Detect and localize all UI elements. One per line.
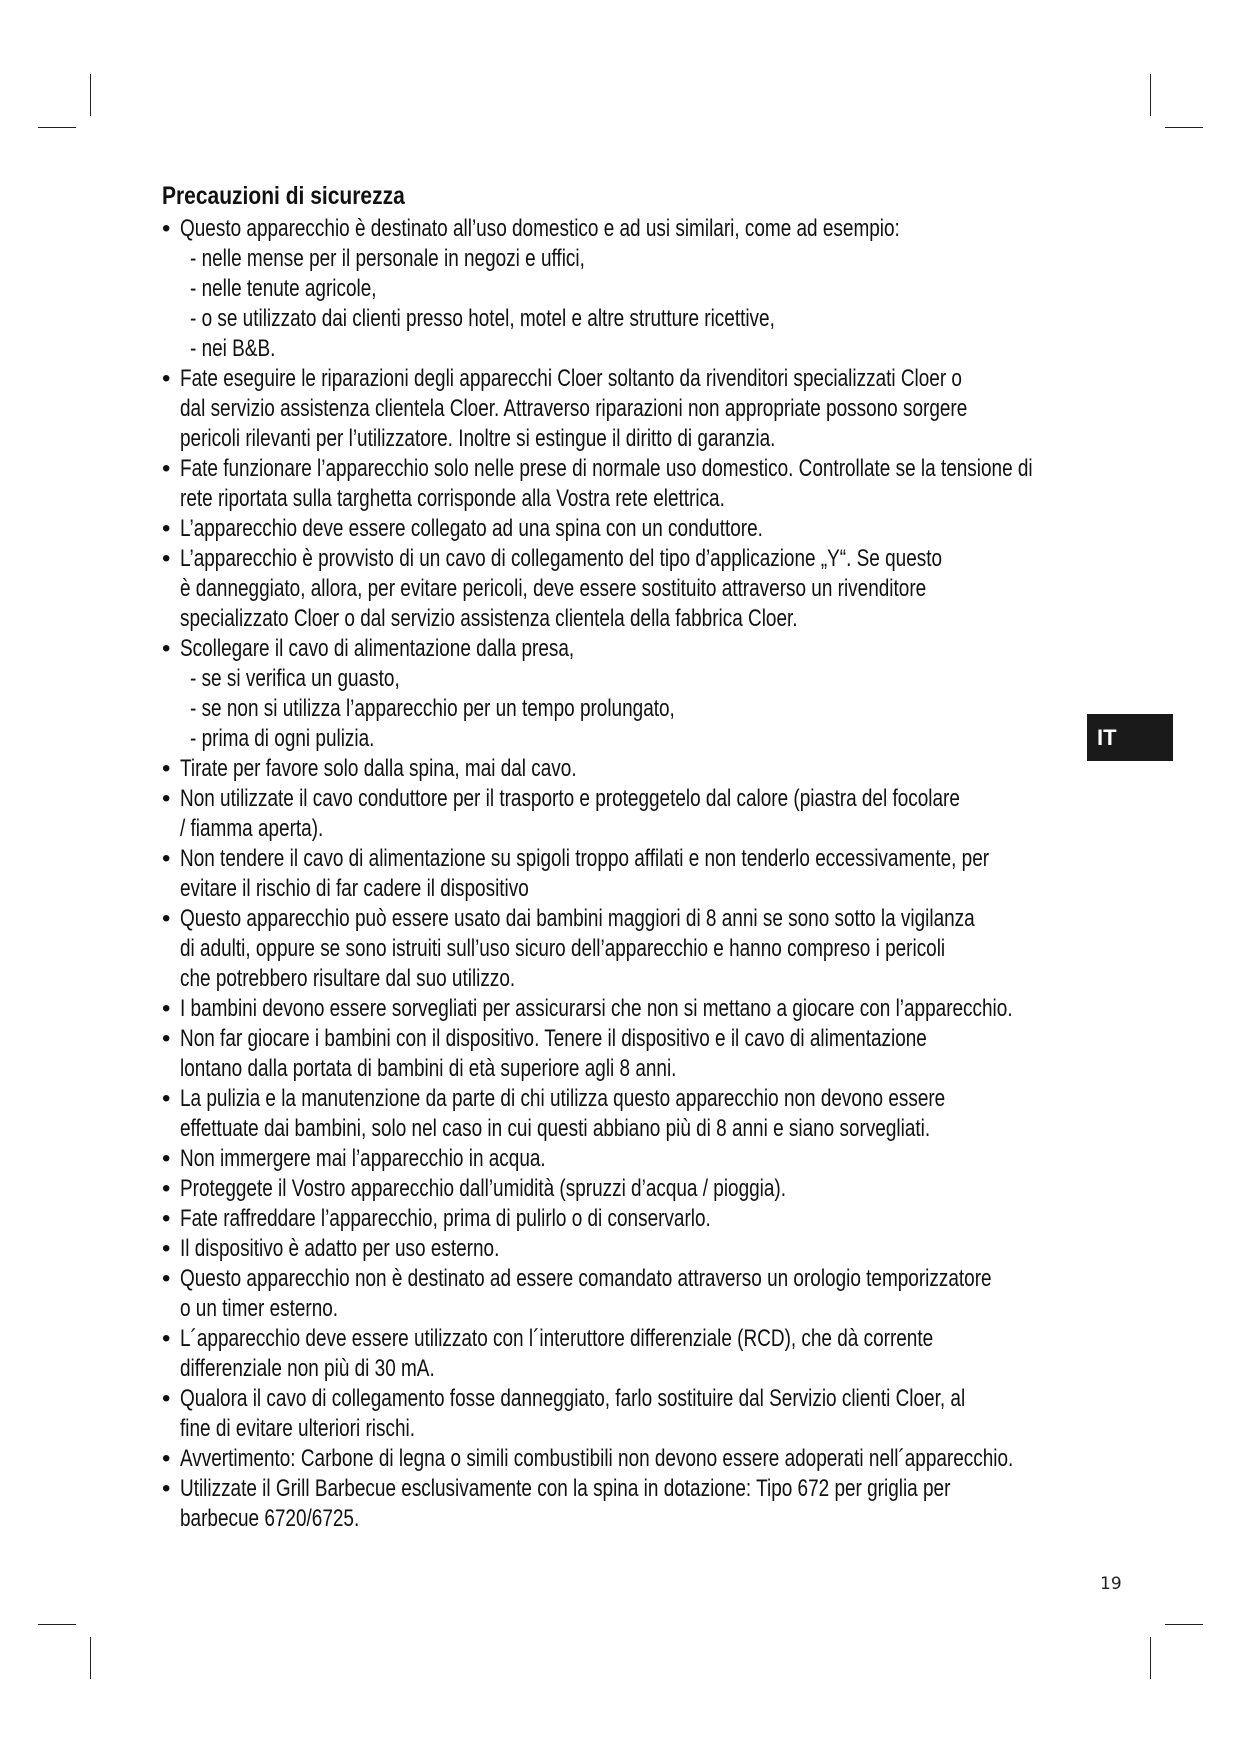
list-item [162,634,1102,754]
bullet-icon: • [162,905,171,932]
list-item-text: Tirate per favore solo dalla spina, mai dal cavo. [180,755,577,782]
crop-mark [38,127,76,128]
list-item-text: Questo apparecchio può essere usato dai bambini maggiori di 8 anni se sono sotto la vigilanza [180,905,975,932]
crop-mark [1165,127,1203,128]
bullet-icon: • [162,1085,171,1112]
list-item-text: L’apparecchio deve essere collegato ad una spina con un conduttore. [180,515,763,542]
list-item [162,1324,1102,1384]
list-item-text: barbecue 6720/6725. [180,1505,360,1532]
sub-item-text: - prima di ogni pulizia. [190,725,375,752]
bullet-icon: • [162,1475,171,1502]
bullet-icon: • [162,995,171,1022]
list-item-text: I bambini devono essere sorvegliati per assicurarsi che non si mettano a giocare con l’apparecchio. [180,995,1013,1022]
bullet-icon: • [162,1025,171,1052]
list-item [162,454,1102,514]
bullet-icon: • [162,635,171,662]
list-item [162,1234,1102,1264]
crop-mark [1165,1624,1203,1625]
list-item-text: o un timer esterno. [180,1295,339,1322]
sub-item-text: - nei B&B. [190,335,276,362]
crop-mark [1150,74,1151,116]
crop-mark [38,1624,76,1625]
list-item-text: Utilizzate il Grill Barbecue esclusivamente con la spina in dotazione: Tipo 672 per griglia per [180,1475,951,1502]
list-item [162,544,1102,634]
sub-item-text: - nelle mense per il personale in negozi e uffici, [190,245,585,272]
list-item-text: che potrebbero risultare dal suo utilizzo. [180,965,516,992]
list-item-text: Fate raffreddare l’apparecchio, prima di pulirlo o di conservarlo. [180,1205,711,1232]
list-item [162,364,1102,454]
section-title: Precauzioni di sicurezza [162,182,405,210]
crop-mark [90,74,91,116]
list-item-text: Fate eseguire le riparazioni degli apparecchi Cloer soltanto da rivenditori specializzati Cloer o [180,365,962,392]
list-item-text: Scollegare il cavo di alimentazione dalla presa, [180,635,575,662]
bullet-icon: • [162,1205,171,1232]
bullet-icon: • [162,1325,171,1352]
bullet-icon: • [162,215,171,242]
bullet-icon: • [162,455,171,482]
bullet-icon: • [162,545,171,572]
sub-item-text: - nelle tenute agricole, [190,275,377,302]
list-item-text: Non tendere il cavo di alimentazione su spigoli troppo affilati e non tenderlo eccessivamente, per [180,845,990,872]
bullet-icon: • [162,1265,171,1292]
list-item-text: Non far giocare i bambini con il dispositivo. Tenere il dispositivo e il cavo di alimentazione [180,1025,927,1052]
crop-mark [1150,1637,1151,1679]
language-badge: IT [1087,714,1173,761]
bullet-icon: • [162,515,171,542]
list-item-text: rete riportata sulla targhetta corrisponde alla Vostra rete elettrica. [180,485,725,512]
list-item-text: L´apparecchio deve essere utilizzato con l´interuttore differenziale (RCD), che dà corrente [180,1325,934,1352]
sub-item-text: - o se utilizzato dai clienti presso hotel, motel e altre strutture ricettive, [190,305,775,332]
list-item [162,1204,1102,1234]
list-item [162,1084,1102,1144]
list-item-text: è danneggiato, allora, per evitare pericoli, deve essere sostituito attraverso un rivenditore [180,575,927,602]
list-item-text: Non utilizzate il cavo conduttore per il trasporto e proteggetelo dal calore (piastra del focolare [180,785,960,812]
list-item-text: La pulizia e la manutenzione da parte di chi utilizza questo apparecchio non devono essere [180,1085,946,1112]
list-item-text: Questo apparecchio è destinato all’uso domestico e ad usi similari, come ad esempio: [180,215,900,242]
bullet-icon: • [162,1175,171,1202]
list-item [162,1264,1102,1324]
list-item [162,1174,1102,1204]
list-item-text: Avvertimento: Carbone di legna o simili combustibili non devono essere adoperati nell´apparecchio. [180,1445,1014,1472]
list-item-text: Qualora il cavo di collegamento fosse danneggiato, farlo sostituire dal Servizio clienti Cloer, al [180,1385,966,1412]
list-item [162,1144,1102,1174]
bullet-icon: • [162,755,171,782]
list-item [162,844,1102,904]
bullet-icon: • [162,1385,171,1412]
list-item-text: specializzato Cloer o dal servizio assistenza clientela della fabbrica Cloer. [180,605,798,632]
list-item-text: Fate funzionare l’apparecchio solo nelle prese di normale uso domestico. Controllate se la tensione di [180,455,1033,482]
list-item [162,754,1102,784]
bullet-icon: • [162,1235,171,1262]
bullet-icon: • [162,365,171,392]
list-item [162,994,1102,1024]
sub-item-text: - se non si utilizza l’apparecchio per un tempo prolungato, [190,695,675,722]
list-item-text: Il dispositivo è adatto per uso esterno. [180,1235,500,1262]
page-number: 19 [1100,1574,1122,1594]
safety-section [162,182,1102,1534]
bullet-icon: • [162,1445,171,1472]
list-item [162,1384,1102,1444]
list-item-text: pericoli rilevanti per l’utilizzatore. Inoltre si estingue il diritto di garanzia. [180,425,776,452]
list-item [162,1024,1102,1084]
list-item-text: lontano dalla portata di bambini di età superiore agli 8 anni. [180,1055,677,1082]
bullet-icon: • [162,785,171,812]
crop-mark [90,1637,91,1679]
list-item-text: evitare il rischio di far cadere il dispositivo [180,875,529,902]
list-item [162,214,1102,364]
bullet-icon: • [162,845,171,872]
list-item-text: effettuate dai bambini, solo nel caso in cui questi abbiano più di 8 anni e siano sorvegliati. [180,1115,931,1142]
list-item-text: Proteggete il Vostro apparecchio dall’umidità (spruzzi d’acqua / pioggia). [180,1175,787,1202]
list-item [162,1444,1102,1474]
list-item-text: L’apparecchio è provvisto di un cavo di collegamento del tipo d’applicazione „Y“. Se questo [180,545,943,572]
list-item [162,784,1102,844]
list-item-text: di adulti, oppure se sono istruiti sull’uso sicuro dell’apparecchio e hanno compreso i pericoli [180,935,946,962]
list-item-text: / fiamma aperta). [180,815,324,842]
sub-item-text: - se si verifica un guasto, [190,665,400,692]
list-item-text: dal servizio assistenza clientela Cloer. Attraverso riparazioni non appropriate possono sorgere [180,395,968,422]
list-item [162,1474,1102,1534]
list-item-text: fine di evitare ulteriori rischi. [180,1415,415,1442]
list-item [162,514,1102,544]
list-item-text: Non immergere mai l’apparecchio in acqua. [180,1145,546,1172]
list-item [162,904,1102,994]
list-item-text: differenziale non più di 30 mA. [180,1355,435,1382]
list-item-text: Questo apparecchio non è destinato ad essere comandato attraverso un orologio temporizzatore [180,1265,992,1292]
safety-list [162,214,1102,1534]
bullet-icon: • [162,1145,171,1172]
